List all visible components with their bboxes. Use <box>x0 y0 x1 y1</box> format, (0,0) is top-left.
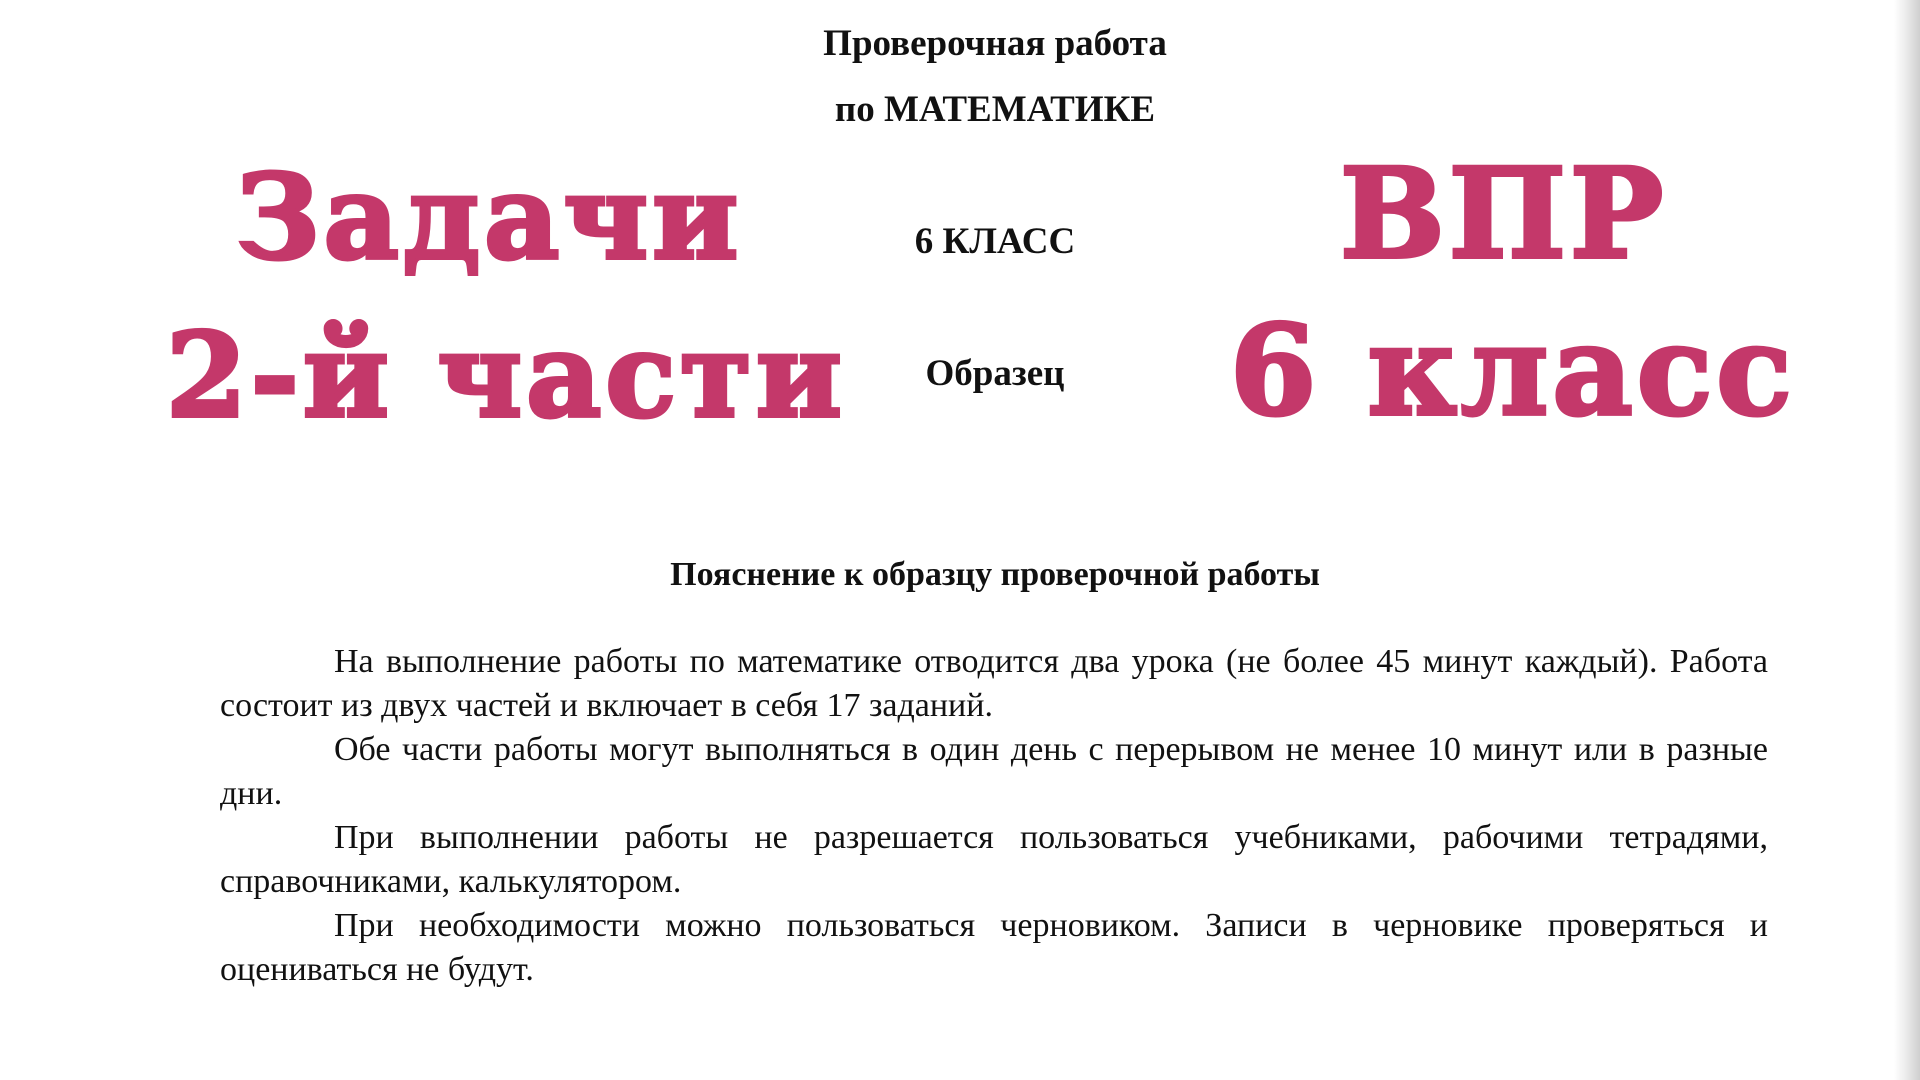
overlay-title-left-line2: 2-й части <box>166 308 846 444</box>
paragraph-draft: При необходимости можно пользоваться черновиком. Записи в черновике проверяться и оцениваться не будут. <box>220 907 1768 988</box>
paragraph-restrictions: При выполнении работы не разрешается пользоваться учебниками, рабочими тетрадями, справочниками, калькулятором. <box>220 819 1768 900</box>
document-sample-label: Образец <box>925 353 1065 394</box>
document-grade: 6 КЛАСС <box>914 221 1076 262</box>
page-edge-shadow <box>1894 0 1920 1080</box>
overlay-title-left-line1: Задачи <box>236 150 743 286</box>
paragraph-schedule: Обе части работы могут выполняться в один день с перерывом не менее 10 минут или в разные дни. <box>220 731 1768 812</box>
explanation-body <box>220 640 1768 992</box>
overlay-title-right-line2: 6 класс <box>1230 299 1796 444</box>
document-title: Проверочная работа <box>823 23 1167 64</box>
paragraph-duration: На выполнение работы по математике отводится два урока (не более 45 минут каждый). Работа состоит из двух частей и включает в себя 17 заданий. <box>220 643 1768 724</box>
overlay-title-right-line1: ВПР <box>1340 142 1668 287</box>
document-subject: по МАТЕМАТИКЕ <box>834 89 1156 130</box>
section-title: Пояснение к образцу проверочной работы <box>670 556 1320 593</box>
